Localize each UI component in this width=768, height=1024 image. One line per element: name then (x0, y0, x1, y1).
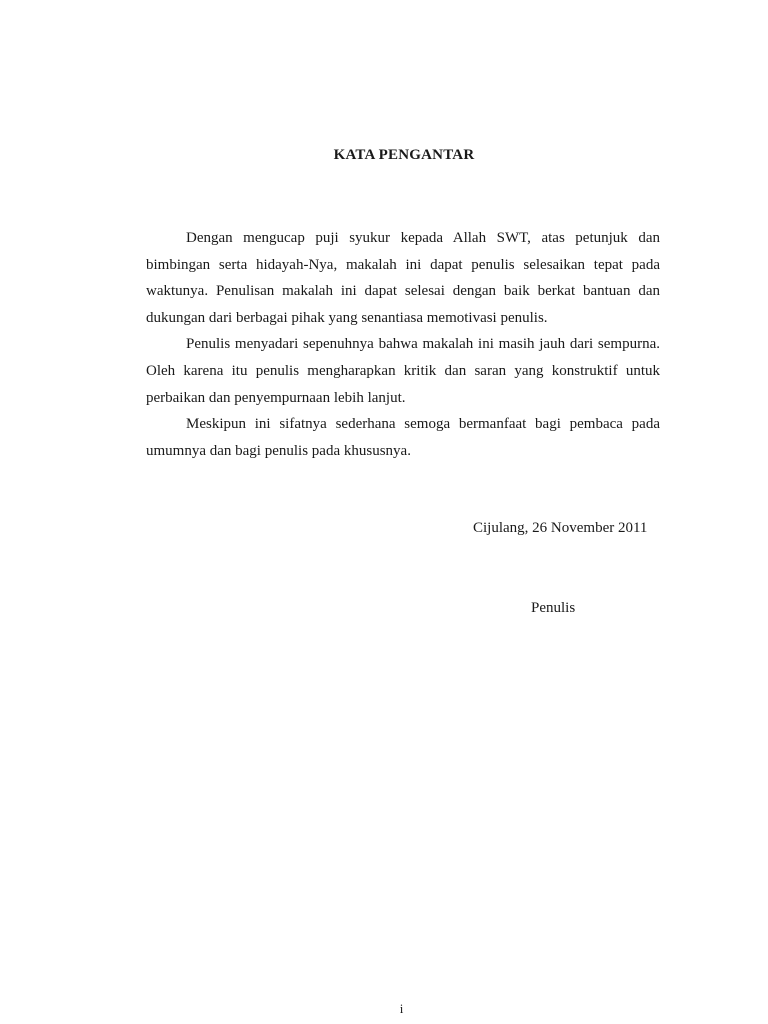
paragraph-2: Penulis menyadari sepenuhnya bahwa makalah ini masih jauh dari sempurna. Oleh karena itu penulis mengharapkan kritik dan saran yang konstruktif untuk perbaikan dan penyempurnaan lebih lanjut. (146, 336, 660, 406)
signer-name: Penulis (531, 600, 576, 616)
body-text (146, 225, 660, 464)
page-number: i (399, 1001, 404, 1016)
page-title: KATA PENGANTAR (333, 147, 475, 163)
paragraph-3: Meskipun ini sifatnya sederhana semoga bermanfaat bagi pembaca pada umumnya dan bagi penulis pada khususnya. (146, 416, 660, 459)
place-date: Cijulang, 26 November 2011 (473, 520, 648, 536)
paragraph-1: Dengan mengucap puji syukur kepada Allah SWT, atas petunjuk dan bimbingan serta hidayah-Nya, makalah ini dapat penulis selesaikan tepat pada waktunya. Penulisan makalah ini dapat selesai dengan baik berkat bantuan dan dukungan dari berbagai pihak yang senantiasa memotivasi penulis. (146, 230, 660, 326)
